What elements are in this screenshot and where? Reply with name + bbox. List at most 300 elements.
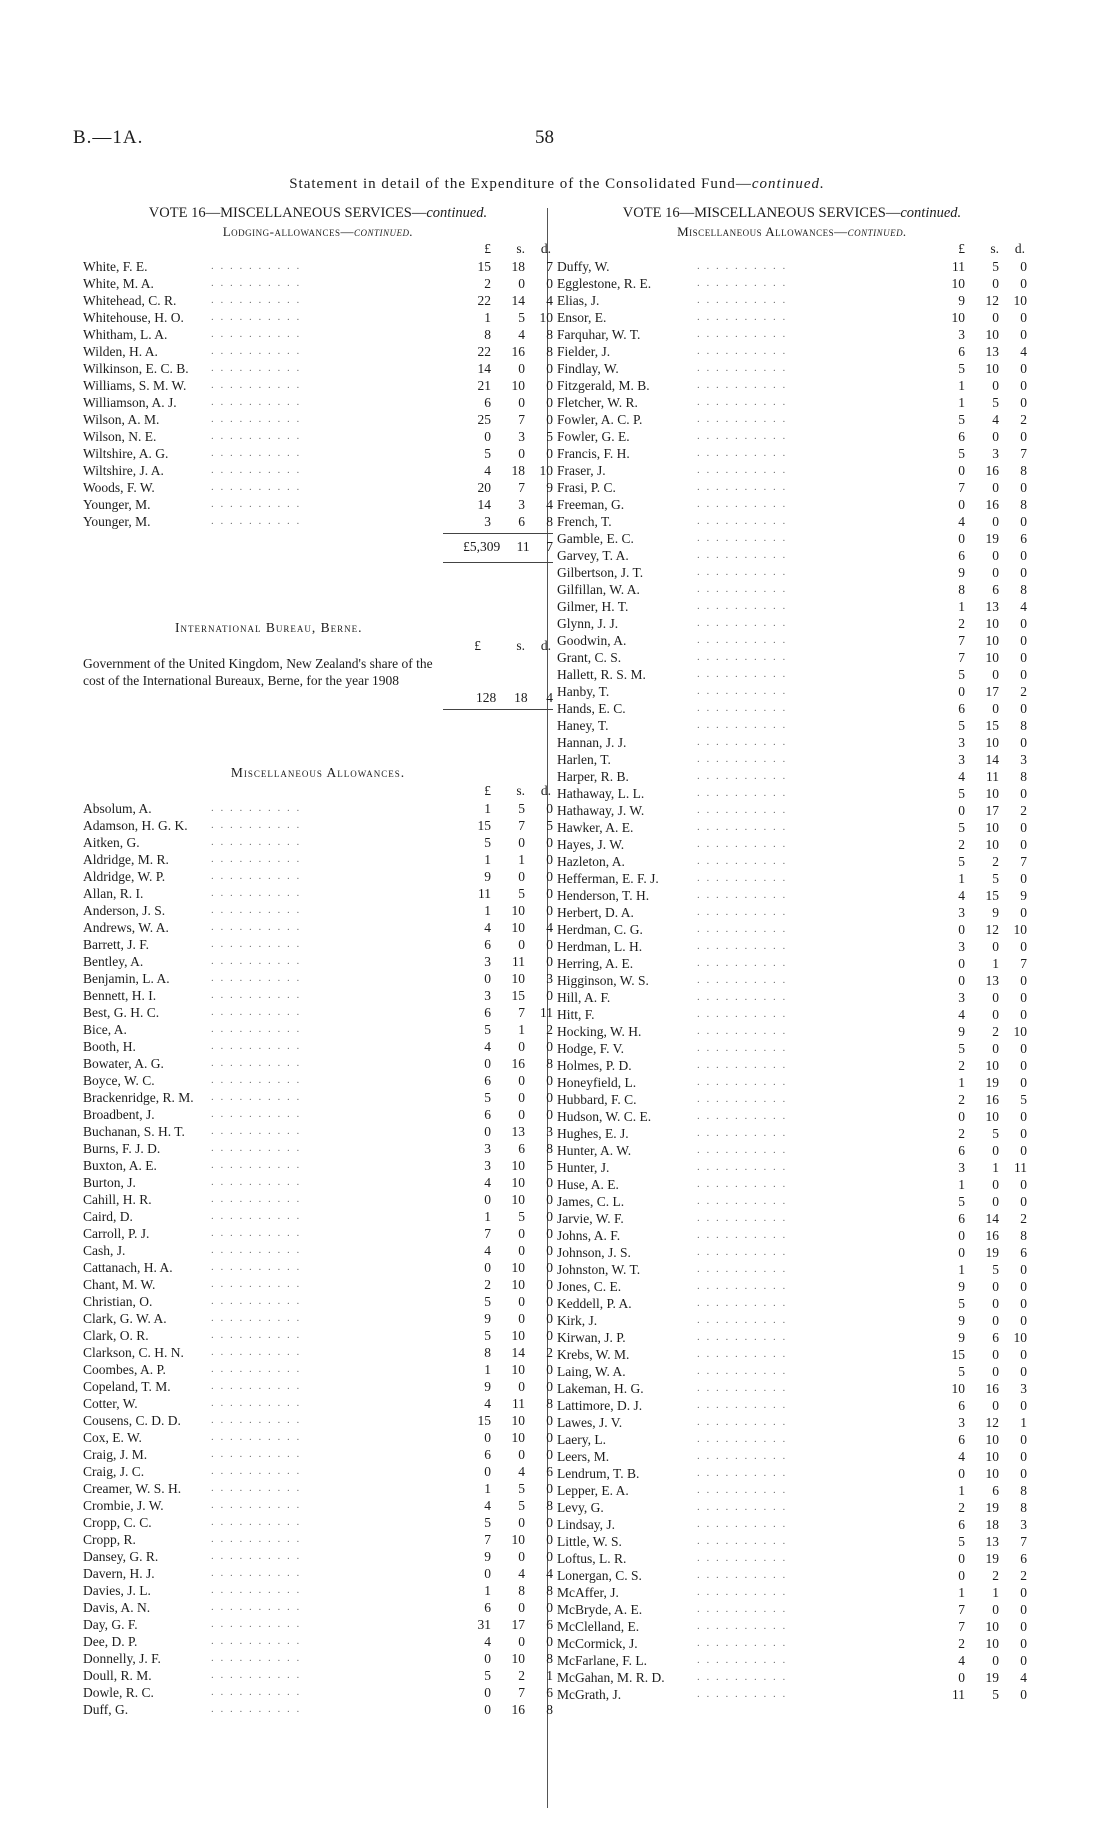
payee-name: Cropp, R. — [83, 1532, 136, 1547]
payee-name: Dansey, G. R. — [83, 1549, 159, 1564]
leader-dots: . . . . . . . . . . — [211, 1635, 302, 1647]
payee-name: Adamson, H. G. K. — [83, 818, 188, 833]
amount-shillings: 0 — [518, 1600, 525, 1615]
amount-pounds: 6 — [958, 429, 965, 444]
amount-shillings: 19 — [985, 1075, 999, 1090]
table-row — [557, 1533, 1027, 1550]
payee-name: Bennett, H. I. — [83, 988, 157, 1003]
table-row — [83, 258, 553, 275]
table-row — [557, 1278, 1027, 1295]
payee-name: Cotter, W. — [83, 1396, 138, 1411]
payee-name: Duffy, W. — [557, 259, 610, 274]
leader-dots: . . . . . . . . . . — [211, 887, 302, 899]
amount-pounds: 2 — [958, 1126, 965, 1141]
amount-pounds: 10 — [951, 310, 965, 325]
amount-rule — [443, 709, 553, 710]
payee-name: Christian, O. — [83, 1294, 153, 1309]
leader-dots: . . . . . . . . . . — [697, 1280, 788, 1292]
leader-dots: . . . . . . . . . . — [697, 872, 788, 884]
amount-pounds: 5 — [958, 786, 965, 801]
table-row — [557, 802, 1027, 819]
amount-shillings: 2 — [992, 1568, 999, 1583]
amount-pounds: 5 — [484, 835, 491, 850]
amount-pence: 8 — [1020, 1500, 1027, 1515]
payee-name: Herbert, D. A. — [557, 905, 634, 920]
payee-name: White, M. A. — [83, 276, 154, 291]
payee-name: Freeman, G. — [557, 497, 625, 512]
amount-pounds: 1 — [484, 1362, 491, 1377]
amount-pence: 3 — [546, 971, 553, 986]
payee-name: Absolum, A. — [83, 801, 152, 816]
amount-shillings: 7 — [518, 818, 525, 833]
leader-dots: . . . . . . . . . . — [697, 1603, 788, 1615]
amount-pence: 3 — [1020, 1381, 1027, 1396]
amount-shillings: 10 — [511, 1328, 525, 1343]
amount-pence: 6 — [546, 1685, 553, 1700]
amount-shillings: 10 — [985, 1109, 999, 1124]
amount-pounds: 4 — [484, 463, 491, 478]
amount-shillings: 0 — [992, 514, 999, 529]
leader-dots: . . . . . . . . . . — [211, 1091, 302, 1103]
amount-pounds: 6 — [484, 395, 491, 410]
amount-pence: 0 — [546, 1073, 553, 1088]
amount-pence: 0 — [546, 869, 553, 884]
amount-shillings: 12 — [985, 1415, 999, 1430]
amount-pence: 8 — [1020, 769, 1027, 784]
amount-pounds: 0 — [484, 429, 491, 444]
international-bureau-heading: International Bureau, Berne. — [175, 620, 363, 635]
table-row — [83, 1038, 553, 1055]
leader-dots: . . . . . . . . . . — [211, 1278, 302, 1290]
amount-shillings: 18 — [511, 463, 525, 478]
amount-shillings: 15 — [985, 888, 999, 903]
payee-name: Copeland, T. M. — [83, 1379, 171, 1394]
payee-name: Doull, R. M. — [83, 1668, 152, 1683]
payee-name: Gilmer, H. T. — [557, 599, 629, 614]
amount-pounds: 1 — [958, 1262, 965, 1277]
leader-dots: . . . . . . . . . . — [211, 1040, 302, 1052]
table-row — [557, 1567, 1027, 1584]
amount-pence: 11 — [1014, 1160, 1027, 1175]
amount-pence: 8 — [1020, 1483, 1027, 1498]
amount-pounds: 0 — [958, 1245, 965, 1260]
amount-pence: 7 — [1020, 956, 1027, 971]
payee-name: Crombie, J. W. — [83, 1498, 164, 1513]
amount-pence: 2 — [1020, 803, 1027, 818]
amount-pence: 8 — [546, 1396, 553, 1411]
amount-shillings: 0 — [518, 1073, 525, 1088]
table-row — [83, 1514, 553, 1531]
amount-pounds: 4 — [484, 1039, 491, 1054]
amount-pence: 0 — [546, 1328, 553, 1343]
table-row — [557, 581, 1027, 598]
amount-pence: 0 — [1020, 837, 1027, 852]
amount-shillings: 10 — [511, 920, 525, 935]
leader-dots: . . . . . . . . . . — [211, 1550, 302, 1562]
amount-shillings: 3 — [992, 446, 999, 461]
leader-dots: . . . . . . . . . . — [211, 1397, 302, 1409]
leader-dots: . . . . . . . . . . — [697, 1484, 788, 1496]
payee-name: Farquhar, W. T. — [557, 327, 641, 342]
amount-pounds: 5 — [958, 854, 965, 869]
amount-pounds: 5 — [958, 1194, 965, 1209]
amount-pounds: 15 — [477, 1413, 491, 1428]
amount-pence: 0 — [546, 1260, 553, 1275]
amount-pounds: 10 — [951, 276, 965, 291]
right-column — [557, 204, 1027, 1703]
amount-shillings: 5 — [992, 1262, 999, 1277]
amount-pounds: 7 — [958, 480, 965, 495]
payee-name: Aitken, G. — [83, 835, 140, 850]
amount-shillings: 4 — [518, 1464, 525, 1479]
leader-dots: . . . . . . . . . . — [697, 1348, 788, 1360]
leader-dots: . . . . . . . . . . — [211, 1516, 302, 1528]
amount-pounds: 3 — [958, 905, 965, 920]
amount-pence: 0 — [1020, 1364, 1027, 1379]
leader-dots: . . . . . . . . . . — [697, 1535, 788, 1547]
amount-pounds: 10 — [951, 1381, 965, 1396]
amount-pence: 2 — [1020, 1211, 1027, 1226]
table-row — [83, 428, 553, 445]
leader-dots: . . . . . . . . . . — [697, 1008, 788, 1020]
amount-shillings: 7 — [518, 412, 525, 427]
amount-pence: 7 — [1020, 446, 1027, 461]
payee-name: Frasi, P. C. — [557, 480, 616, 495]
payee-name: Goodwin, A. — [557, 633, 627, 648]
payee-name: White, F. E. — [83, 259, 148, 274]
leader-dots: . . . . . . . . . . — [211, 311, 302, 323]
leader-dots: . . . . . . . . . . — [697, 1042, 788, 1054]
amount-pence: 10 — [539, 463, 553, 478]
payee-name: Day, G. F. — [83, 1617, 138, 1632]
amount-pence: 0 — [1020, 616, 1027, 631]
table-row — [557, 955, 1027, 972]
table-row — [83, 1344, 553, 1361]
leader-dots: . . . . . . . . . . — [697, 1382, 788, 1394]
amount-shillings: 16 — [985, 1228, 999, 1243]
amount-pence: 8 — [546, 1583, 553, 1598]
amount-pounds: 9 — [484, 1379, 491, 1394]
payee-name: Fitzgerald, M. B. — [557, 378, 650, 393]
pounds-unit: £ — [484, 783, 491, 798]
amount-pence: 0 — [1020, 633, 1027, 648]
pence-unit: d. — [540, 783, 551, 798]
amount-shillings: 18 — [985, 1517, 999, 1532]
payee-name: Little, W. S. — [557, 1534, 622, 1549]
leader-dots: . . . . . . . . . . — [697, 1229, 788, 1241]
leader-dots: . . . . . . . . . . — [697, 328, 788, 340]
payee-name: Coombes, A. P. — [83, 1362, 166, 1377]
amount-pence: 0 — [546, 1413, 553, 1428]
leader-dots: . . . . . . . . . . — [697, 1246, 788, 1258]
table-row — [557, 1329, 1027, 1346]
amount-pence: 0 — [1020, 1636, 1027, 1651]
payee-name: Garvey, T. A. — [557, 548, 629, 563]
leader-dots: . . . . . . . . . . — [697, 1314, 788, 1326]
amount-pounds: 6 — [484, 1073, 491, 1088]
shillings-unit: s. — [516, 241, 525, 256]
amount-pence: 0 — [546, 1039, 553, 1054]
table-row — [83, 326, 553, 343]
amount-shillings: 10 — [985, 1058, 999, 1073]
amount-pounds: 3 — [484, 1141, 491, 1156]
table-row — [83, 1276, 553, 1293]
amount-pounds: 6 — [958, 548, 965, 563]
payee-name: Clark, O. R. — [83, 1328, 149, 1343]
amount-shillings: 19 — [985, 1551, 999, 1566]
lodging-allowances-heading — [83, 223, 553, 241]
amount-shillings: 0 — [992, 1602, 999, 1617]
payee-name: Buchanan, S. H. T. — [83, 1124, 185, 1139]
amount-shillings: 10 — [511, 378, 525, 393]
table-row — [557, 989, 1027, 1006]
amount-pounds: 0 — [484, 1056, 491, 1071]
amount-pence: 1 — [1020, 1415, 1027, 1430]
amount-pounds: 4 — [484, 1498, 491, 1513]
amount-pence: 0 — [1020, 1347, 1027, 1362]
amount-pence: 0 — [1020, 1109, 1027, 1124]
amount-shillings: 0 — [992, 1364, 999, 1379]
table-row — [83, 1055, 553, 1072]
payee-name: Carroll, P. J. — [83, 1226, 150, 1241]
amount-pounds: 11 — [952, 1687, 965, 1702]
leader-dots: . . . . . . . . . . — [697, 413, 788, 425]
amount-pounds: 3 — [958, 327, 965, 342]
amount-pence: 0 — [1020, 1432, 1027, 1447]
table-row — [83, 851, 553, 868]
vote-heading-italic: continued. — [900, 205, 962, 221]
leader-dots: . . . . . . . . . . — [697, 974, 788, 986]
leader-dots: . . . . . . . . . . — [697, 566, 788, 578]
amount-pounds: 1 — [484, 801, 491, 816]
payee-name: Krebs, W. M. — [557, 1347, 630, 1362]
leader-dots: . . . . . . . . . . — [697, 617, 788, 629]
leader-dots: . . . . . . . . . . — [697, 1059, 788, 1071]
amount-shillings: 0 — [992, 1347, 999, 1362]
amount-pounds: 5 — [958, 1364, 965, 1379]
table-row — [557, 1618, 1027, 1635]
pounds-unit: £ — [958, 241, 965, 256]
amount-pounds: 1 — [484, 1583, 491, 1598]
payee-name: Woods, F. W. — [83, 480, 155, 495]
table-row — [557, 1414, 1027, 1431]
amount-pence: 6 — [546, 1617, 553, 1632]
payee-name: McGrath, J. — [557, 1687, 622, 1702]
misc-units-header — [83, 783, 553, 800]
amount-pence: 5 — [546, 818, 553, 833]
table-row — [83, 1395, 553, 1412]
payee-name: Cahill, H. R. — [83, 1192, 152, 1207]
leader-dots: . . . . . . . . . . — [697, 515, 788, 527]
table-row — [557, 1516, 1027, 1533]
table-row — [557, 768, 1027, 785]
payee-name: Huse, A. E. — [557, 1177, 619, 1192]
payee-name: Wilson, A. M. — [83, 412, 160, 427]
amount-shillings: 10 — [511, 1260, 525, 1275]
amount-pence: 4 — [546, 497, 553, 512]
payee-name: Johnston, W. T. — [557, 1262, 641, 1277]
amount-shillings: 5 — [992, 1126, 999, 1141]
amount-pounds: 5 — [484, 1294, 491, 1309]
amount-shillings: 10 — [985, 327, 999, 342]
amount-shillings: 10 — [985, 650, 999, 665]
amount-pounds: 5 — [958, 667, 965, 682]
amount-shillings: 10 — [985, 616, 999, 631]
amount-pence: 0 — [1020, 1194, 1027, 1209]
amount-pence: 6 — [1020, 1551, 1027, 1566]
amount-pounds: 4 — [484, 1396, 491, 1411]
amount-pounds: 22 — [477, 293, 491, 308]
table-row — [83, 1463, 553, 1480]
table-row — [83, 834, 553, 851]
lodging-allowances-list — [83, 258, 553, 530]
amount-pence: 0 — [1020, 990, 1027, 1005]
amount-shillings: 4 — [518, 327, 525, 342]
amount-shillings: 10 — [511, 1192, 525, 1207]
payee-name: Harlen, T. — [557, 752, 611, 767]
amount-pounds: 7 — [484, 1532, 491, 1547]
amount-pounds: 5 — [958, 1041, 965, 1056]
table-row — [557, 1057, 1027, 1074]
amount-pounds: 3 — [958, 939, 965, 954]
amount-pounds: 4 — [958, 1653, 965, 1668]
table-row — [557, 1193, 1027, 1210]
payee-name: Broadbent, J. — [83, 1107, 155, 1122]
amount-pence: 0 — [1020, 565, 1027, 580]
shillings-unit: s. — [516, 638, 525, 653]
amount-pounds: 0 — [958, 803, 965, 818]
payee-name: Davis, A. N. — [83, 1600, 151, 1615]
payee-name: Anderson, J. S. — [83, 903, 166, 918]
amount-pence: 0 — [546, 412, 553, 427]
payee-name: Lattimore, D. J. — [557, 1398, 643, 1413]
amount-shillings: 5 — [518, 310, 525, 325]
payee-name: Francis, F. H. — [557, 446, 630, 461]
amount-pence: 0 — [1020, 1007, 1027, 1022]
payee-name: Williamson, A. J. — [83, 395, 177, 410]
amount-pence: 0 — [1020, 395, 1027, 410]
amount-pounds: 4 — [484, 1243, 491, 1258]
amount-shillings: 0 — [518, 1379, 525, 1394]
table-row — [557, 1125, 1027, 1142]
amount-shillings: 19 — [985, 531, 999, 546]
amount-pence: 0 — [1020, 1126, 1027, 1141]
amount-shillings: 16 — [985, 1381, 999, 1396]
leader-dots: . . . . . . . . . . — [697, 1365, 788, 1377]
payee-name: Hazleton, A. — [557, 854, 625, 869]
leader-dots: . . . . . . . . . . — [211, 345, 302, 357]
amount-pounds: 5 — [484, 446, 491, 461]
leader-dots: . . . . . . . . . . — [697, 957, 788, 969]
leader-dots: . . . . . . . . . . — [697, 1416, 788, 1428]
document-reference: B.—1A. — [73, 127, 144, 148]
table-row — [557, 700, 1027, 717]
leader-dots: . . . . . . . . . . — [211, 955, 302, 967]
table-row — [557, 309, 1027, 326]
amount-shillings: 5 — [992, 259, 999, 274]
amount-pence: 8 — [1020, 718, 1027, 733]
amount-pounds: 0 — [958, 1670, 965, 1685]
payee-name: McClelland, E. — [557, 1619, 640, 1634]
amount-shillings: 10 — [985, 820, 999, 835]
payee-name: Craig, J. C. — [83, 1464, 145, 1479]
amount-pounds: 0 — [484, 1651, 491, 1666]
leader-dots: . . . . . . . . . . — [697, 1025, 788, 1037]
table-row — [83, 394, 553, 411]
amount-shillings: 11 — [512, 954, 525, 969]
payee-name: Allan, R. I. — [83, 886, 144, 901]
leader-dots: . . . . . . . . . . — [211, 989, 302, 1001]
table-row — [83, 1225, 553, 1242]
spacer — [83, 723, 553, 763]
amount-pence: 9 — [546, 480, 553, 495]
table-row — [83, 1531, 553, 1548]
amount-shillings: 19 — [985, 1670, 999, 1685]
amount-pence: 0 — [1020, 1262, 1027, 1277]
leader-dots: . . . . . . . . . . — [211, 1244, 302, 1256]
leader-dots: . . . . . . . . . . — [697, 1178, 788, 1190]
amount-pence: 0 — [546, 1532, 553, 1547]
amount-pence: 0 — [1020, 310, 1027, 325]
lodging-heading-italic: continued. — [354, 224, 414, 239]
amount-pounds: 7 — [958, 1619, 965, 1634]
amount-pence: 0 — [1020, 1075, 1027, 1090]
amount-pounds: 1 — [958, 378, 965, 393]
table-row — [83, 1157, 553, 1174]
table-row — [557, 1686, 1027, 1703]
payee-name: Cattanach, H. A. — [83, 1260, 173, 1275]
payee-name: Hathaway, L. L. — [557, 786, 645, 801]
amount-pounds: 3 — [958, 735, 965, 750]
leader-dots: . . . . . . . . . . — [211, 1703, 302, 1715]
amount-pence: 6 — [1020, 1245, 1027, 1260]
leader-dots: . . . . . . . . . . — [211, 1023, 302, 1035]
amount-pence: 0 — [1020, 548, 1027, 563]
leader-dots: . . . . . . . . . . — [697, 1195, 788, 1207]
amount-pounds: 8 — [484, 327, 491, 342]
amount-pence: 0 — [546, 1294, 553, 1309]
amount-pence: 0 — [1020, 1619, 1027, 1634]
amount-pence: 5 — [1020, 1092, 1027, 1107]
table-row — [83, 496, 553, 513]
amount-pence: 0 — [546, 886, 553, 901]
table-row — [557, 1465, 1027, 1482]
amount-pence: 0 — [546, 395, 553, 410]
payee-name: Hill, A. F. — [557, 990, 611, 1005]
amount-pounds: 6 — [484, 937, 491, 952]
amount-pounds: 8 — [958, 582, 965, 597]
table-row — [557, 1091, 1027, 1108]
amount-pence: 0 — [546, 903, 553, 918]
payee-name: Harper, R. B. — [557, 769, 629, 784]
table-row — [83, 1480, 553, 1497]
leader-dots: . . . . . . . . . . — [697, 923, 788, 935]
amount-shillings: 2 — [992, 1024, 999, 1039]
amount-pounds: 4 — [958, 1007, 965, 1022]
leader-dots: . . . . . . . . . . — [697, 1212, 788, 1224]
amount-pounds: 2 — [958, 616, 965, 631]
payee-name: Cropp, C. C. — [83, 1515, 152, 1530]
amount-shillings: 7 — [518, 1005, 525, 1020]
leader-dots: . . . . . . . . . . — [211, 1652, 302, 1664]
amount-pounds: 9 — [958, 1279, 965, 1294]
table-row — [83, 868, 553, 885]
leader-dots: . . . . . . . . . . — [697, 1620, 788, 1632]
amount-shillings: 1 — [518, 852, 525, 867]
lodging-total — [83, 530, 553, 564]
amount-shillings: 0 — [992, 1398, 999, 1413]
leader-dots: . . . . . . . . . . — [697, 1688, 788, 1700]
